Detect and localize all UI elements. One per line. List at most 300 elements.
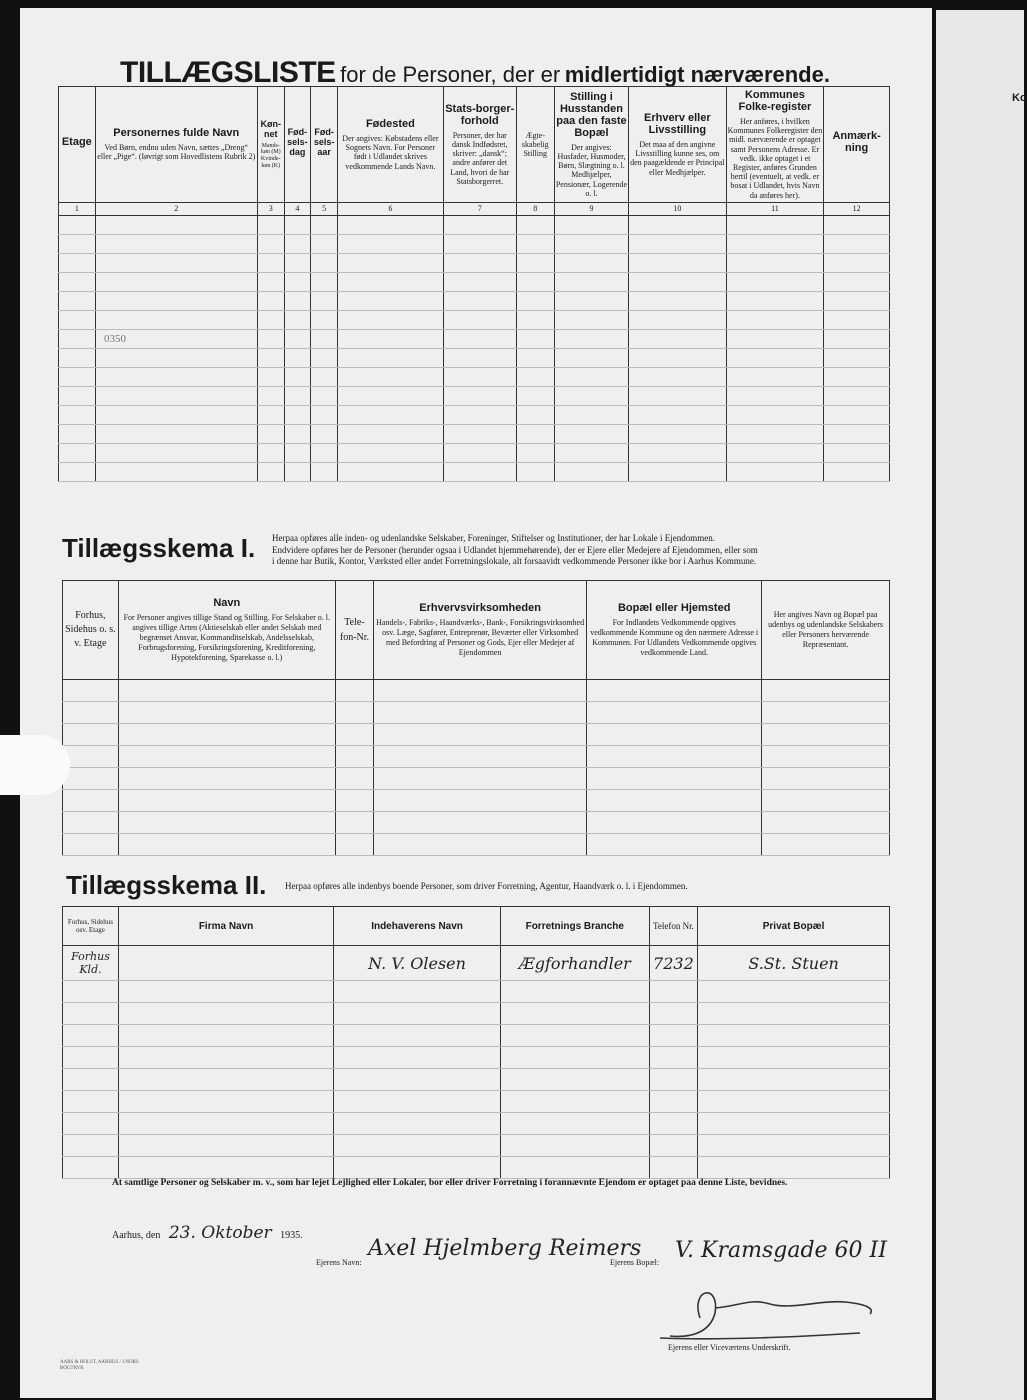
blank-cell <box>118 834 335 856</box>
blank-cell <box>824 386 890 405</box>
table-row <box>59 367 890 386</box>
blank-cell <box>649 1025 698 1047</box>
blank-cell <box>554 272 628 291</box>
blank-cell <box>824 348 890 367</box>
schema1-body <box>63 680 890 856</box>
blank-cell <box>59 367 96 386</box>
blank-cell <box>311 424 338 443</box>
schema1-desc: Herpaa opføres alle inden- og udenlandske Selskaber, Foreninger, Stiftelser og Institutioner, der har Lokale i Ejendommen. Endvidere opføres her de Personer (herunder ogsaa i Udlandet hjemmehørende), der er Ejere eller Medejere af Ejendommen, eller som i denne har Butik, Kontor, Værksted eller andet Forretningslokale, alt forsaavidt vedkommende Personer ikke bor i Aarhus Kommune. <box>272 533 758 567</box>
blank-cell <box>516 234 554 253</box>
blank-cell <box>500 1069 649 1091</box>
blank-cell <box>95 215 257 234</box>
blank-cell <box>374 702 587 724</box>
blank-cell <box>443 215 516 234</box>
blank-cell <box>824 443 890 462</box>
blank-cell <box>257 253 284 272</box>
blank-cell <box>284 310 311 329</box>
blank-cell <box>284 367 311 386</box>
blank-cell <box>118 1113 333 1135</box>
blank-cell <box>762 812 890 834</box>
blank-cell <box>311 367 338 386</box>
col-navn: Personernes fulde Navn Ved Børn, endnu uden Navn, sættes „Dreng“ eller „Pige“. (Iøvrigt som Hovedlistens Rubrik 2) <box>95 87 257 203</box>
blank-cell <box>284 424 311 443</box>
blank-cell <box>63 768 119 790</box>
s1-col-navn: Navn For Personer angives tillige Stand og Stilling. For Selskaber o. l. angives tillige Arten (Aktieselskab eller andet Selskab med begrænset Ansvar, Kommanditselskab, Andelsselskab, Forbrugsforening, Forsikringsforening, Kreditforening, Hypotekforening, Sparekasse o. l.) <box>118 581 335 680</box>
table-row <box>63 746 890 768</box>
blank-cell <box>516 348 554 367</box>
blank-cell <box>516 386 554 405</box>
blank-cell <box>63 981 119 1003</box>
entry-privat: S.St. Stuen <box>698 946 890 981</box>
blank-cell <box>59 348 96 367</box>
schema2-header-row <box>63 907 890 946</box>
blank-cell <box>257 462 284 481</box>
blank-cell <box>649 1157 698 1179</box>
s1-col-telefon: Tele-fon-Nr. <box>335 581 373 680</box>
schema2-title: Tillægsskema II. <box>66 870 267 900</box>
blank-cell <box>337 367 443 386</box>
attestation-text: At samtlige Personer og Selskaber m. v., som har lejet Lejlighed eller Lokaler, bor eller driver Forretning i forannævnte Ejendom er optaget paa denne Liste, bevidnes. <box>112 1178 788 1188</box>
signature-mark <box>630 1278 890 1348</box>
entry-telefon: 7232 <box>649 946 698 981</box>
blank-cell <box>629 348 727 367</box>
blank-cell <box>554 291 628 310</box>
blank-cell <box>629 386 727 405</box>
blank-cell <box>337 386 443 405</box>
blank-cell <box>118 1157 333 1179</box>
blank-cell <box>284 348 311 367</box>
blank-cell <box>629 443 727 462</box>
col-foedested: Fødested Der angives: Købstadens eller Sognets Navn. For Personer født i Udlandet skrives vedkommende Lands Navn. <box>337 87 443 203</box>
blank-cell <box>334 1047 501 1069</box>
s1-col-etage: Forhus, Sidehus o. s. v. Etage <box>63 581 119 680</box>
blank-cell <box>59 443 96 462</box>
col-erhverv: Erhverv eller Livsstilling Det maa af den angivne Livsstilling kunne ses, om den paagældende er Principal eller Medhjælper. <box>629 87 727 203</box>
blank-cell <box>587 834 762 856</box>
blank-cell <box>257 367 284 386</box>
owner-address-label: Ejerens Bopæl: <box>610 1258 660 1267</box>
blank-cell <box>374 680 587 702</box>
blank-cell <box>95 234 257 253</box>
blank-cell <box>824 215 890 234</box>
blank-cell <box>334 1113 501 1135</box>
table-row <box>63 1135 890 1157</box>
blank-cell <box>500 1025 649 1047</box>
blank-cell <box>334 1091 501 1113</box>
entry-firma <box>118 946 333 981</box>
blank-cell <box>118 790 335 812</box>
blank-cell <box>257 348 284 367</box>
blank-cell <box>698 1047 890 1069</box>
blank-cell <box>516 253 554 272</box>
blank-cell <box>500 1003 649 1025</box>
col-koen: Køn-net Mands-køn (M) Kvinde-køn (K) <box>257 87 284 203</box>
blank-cell <box>311 348 338 367</box>
blank-cell <box>337 253 443 272</box>
blank-cell <box>587 724 762 746</box>
table-row <box>59 215 890 234</box>
blank-cell <box>554 215 628 234</box>
entry-etage: Forhus Kld. <box>63 946 119 981</box>
table-row <box>63 724 890 746</box>
blank-cell <box>311 310 338 329</box>
blank-cell <box>63 834 119 856</box>
blank-cell <box>824 405 890 424</box>
blank-cell <box>629 234 727 253</box>
blank-cell <box>257 234 284 253</box>
blank-cell <box>500 981 649 1003</box>
schema1-header-row <box>63 581 890 680</box>
blank-cell <box>335 746 373 768</box>
blank-cell <box>726 291 824 310</box>
column-number-row: 1 2 3 4 5 6 7 8 9 10 11 12 <box>59 202 890 215</box>
blank-cell <box>516 462 554 481</box>
table-row <box>59 234 890 253</box>
blank-cell <box>554 234 628 253</box>
col-anmaerkning: Anmærk-ning <box>824 87 890 203</box>
blank-cell <box>629 405 727 424</box>
blank-cell <box>374 812 587 834</box>
form-page <box>20 8 932 1398</box>
blank-cell <box>311 462 338 481</box>
s2-col-indehaver: Indehaverens Navn <box>334 907 501 946</box>
blank-cell <box>284 234 311 253</box>
blank-cell <box>95 424 257 443</box>
blank-cell <box>500 1157 649 1179</box>
col-statsborger: Stats-borger-forhold Personer, der har dansk Indfødsret, skriver: „dansk“; andre anfører det Land, hvori de har Statsborgerret. <box>443 87 516 203</box>
blank-cell <box>63 746 119 768</box>
blank-cell <box>63 1003 119 1025</box>
blank-cell <box>63 1069 119 1091</box>
blank-cell <box>824 310 890 329</box>
blank-cell <box>726 386 824 405</box>
blank-cell <box>311 443 338 462</box>
blank-cell <box>726 443 824 462</box>
blank-cell <box>257 405 284 424</box>
blank-cell <box>63 1025 119 1047</box>
blank-cell <box>311 215 338 234</box>
date-handwritten: 23. Oktober <box>168 1223 272 1243</box>
schema2-desc: Herpaa opføres alle indenbys boende Personer, som driver Forretning, Agentur, Haandværk o. l. i Ejendommen. <box>285 881 688 891</box>
blank-cell <box>63 1113 119 1135</box>
blank-cell <box>257 215 284 234</box>
blank-cell <box>649 981 698 1003</box>
blank-cell <box>698 1113 890 1135</box>
blank-cell <box>443 310 516 329</box>
table-row <box>63 1047 890 1069</box>
blank-cell <box>95 348 257 367</box>
blank-cell <box>257 272 284 291</box>
table-row <box>63 1157 890 1179</box>
blank-cell <box>63 702 119 724</box>
blank-cell <box>824 291 890 310</box>
blank-cell <box>284 405 311 424</box>
table-row <box>63 1069 890 1091</box>
blank-cell <box>118 812 335 834</box>
blank-cell <box>95 253 257 272</box>
s1-col-erhverv: Erhvervsvirksomheden Handels-, Fabriks-, Haandværks-, Bank-, Forsikringsvirksomhed osv. Læge, Sagfører, Entreprenør, Beværter eller Virksomhed med Befordring af Personer og Gods, Ejer eller Medejer af Ejendommen <box>374 581 587 680</box>
s2-col-telefon: Telefon Nr. <box>649 907 698 946</box>
blank-cell <box>337 234 443 253</box>
table-row <box>59 405 890 424</box>
blank-cell <box>649 1135 698 1157</box>
blank-cell <box>337 291 443 310</box>
blank-cell <box>95 405 257 424</box>
blank-cell <box>629 253 727 272</box>
table-row <box>59 329 890 348</box>
blank-cell <box>284 291 311 310</box>
blank-cell <box>554 405 628 424</box>
blank-cell <box>762 746 890 768</box>
blank-cell <box>824 272 890 291</box>
table-row <box>63 834 890 856</box>
col-stilling: Stilling i Husstanden paa den faste Bopæl Der angives: Husfader, Husmoder, Børn, Slægtning o. l. Medhjælper, Pensionær, Logerende o. l. <box>554 87 628 203</box>
blank-cell <box>63 1135 119 1157</box>
blank-cell <box>59 329 96 348</box>
blank-cell <box>698 1025 890 1047</box>
blank-cell <box>587 680 762 702</box>
tillaegsliste-table <box>58 86 890 482</box>
blank-cell <box>284 329 311 348</box>
table-row <box>59 272 890 291</box>
schema2-body <box>63 981 890 1179</box>
schema2-entry-row <box>63 946 890 981</box>
blank-cell <box>726 424 824 443</box>
blank-cell <box>95 462 257 481</box>
blank-cell <box>698 1069 890 1091</box>
blank-cell <box>59 215 96 234</box>
blank-cell <box>554 462 628 481</box>
blank-cell <box>516 291 554 310</box>
blank-cell <box>118 702 335 724</box>
blank-cell <box>443 386 516 405</box>
blank-cell <box>335 680 373 702</box>
blank-cell <box>554 424 628 443</box>
table-row <box>63 1091 890 1113</box>
blank-cell <box>824 234 890 253</box>
col-aegteskab: Ægte-skabelig Stilling <box>516 87 554 203</box>
schema1-table <box>62 580 890 856</box>
blank-cell <box>335 702 373 724</box>
faint-stamp: 0350 <box>104 333 126 345</box>
blank-cell <box>698 1157 890 1179</box>
blank-cell <box>335 768 373 790</box>
blank-cell <box>726 348 824 367</box>
table-row <box>63 812 890 834</box>
blank-cell <box>726 405 824 424</box>
blank-cell <box>334 1025 501 1047</box>
blank-cell <box>334 1135 501 1157</box>
table-header-row <box>59 87 890 203</box>
blank-cell <box>587 768 762 790</box>
blank-cell <box>762 768 890 790</box>
blank-cell <box>726 329 824 348</box>
blank-cell <box>500 1091 649 1113</box>
blank-cell <box>374 834 587 856</box>
blank-cell <box>443 329 516 348</box>
blank-cell <box>698 981 890 1003</box>
blank-cell <box>824 367 890 386</box>
blank-cell <box>726 462 824 481</box>
blank-cell <box>63 1157 119 1179</box>
blank-cell <box>698 1091 890 1113</box>
blank-cell <box>118 724 335 746</box>
blank-cell <box>59 310 96 329</box>
blank-cell <box>649 1003 698 1025</box>
blank-cell <box>443 253 516 272</box>
owner-name-handwritten: Axel Hjelmberg Reimers <box>368 1236 642 1261</box>
blank-cell <box>95 386 257 405</box>
blank-cell <box>284 386 311 405</box>
blank-cell <box>762 680 890 702</box>
printer-imprint: AARS & HOLST, AARHUS / J.NORS BOGTRYK <box>60 1360 139 1371</box>
blank-cell <box>374 724 587 746</box>
blank-cell <box>118 746 335 768</box>
table-row <box>59 424 890 443</box>
table-row <box>59 291 890 310</box>
blank-cell <box>311 272 338 291</box>
blank-cell <box>59 405 96 424</box>
blank-cell <box>284 443 311 462</box>
blank-cell <box>311 291 338 310</box>
table-row <box>59 348 890 367</box>
blank-cell <box>59 234 96 253</box>
s2-col-branche: Forretnings Branche <box>500 907 649 946</box>
blank-cell <box>284 253 311 272</box>
blank-cell <box>762 790 890 812</box>
blank-cell <box>824 253 890 272</box>
blank-cell <box>337 443 443 462</box>
blank-cell <box>334 1003 501 1025</box>
blank-cell <box>118 1025 333 1047</box>
blank-cell <box>374 790 587 812</box>
blank-cell <box>63 790 119 812</box>
blank-cell <box>95 272 257 291</box>
col-etage: Etage <box>59 87 96 203</box>
main-title-big: TILLÆGSLISTE <box>120 56 336 89</box>
schema2-table <box>62 906 890 1179</box>
blank-cell <box>118 1135 333 1157</box>
blank-cell <box>629 215 727 234</box>
table-row <box>63 1003 890 1025</box>
blank-cell <box>443 348 516 367</box>
blank-cell <box>284 272 311 291</box>
blank-cell <box>374 768 587 790</box>
blank-cell <box>257 329 284 348</box>
blank-cell <box>311 234 338 253</box>
list-body <box>59 215 890 481</box>
owner-address-handwritten: V. Kramsgade 60 II <box>675 1238 887 1263</box>
date-line: Aarhus, den 23. Oktober 1935. <box>112 1223 303 1243</box>
schema1-title: Tillægsskema I. <box>62 533 256 563</box>
blank-cell <box>118 680 335 702</box>
blank-cell <box>762 702 890 724</box>
blank-cell <box>337 424 443 443</box>
blank-cell <box>335 790 373 812</box>
blank-cell <box>118 768 335 790</box>
blank-cell <box>63 1047 119 1069</box>
blank-cell <box>337 215 443 234</box>
blank-cell <box>257 291 284 310</box>
col-foedselsaar: Fød-sels-aar <box>311 87 338 203</box>
blank-cell <box>500 1047 649 1069</box>
index-tab <box>0 735 70 795</box>
blank-cell <box>629 272 727 291</box>
entry-branche: Ægforhandler <box>500 946 649 981</box>
blank-cell <box>59 253 96 272</box>
table-row <box>59 462 890 481</box>
table-row <box>63 790 890 812</box>
blank-cell <box>500 1113 649 1135</box>
table-row <box>63 680 890 702</box>
blank-cell <box>698 1135 890 1157</box>
blank-cell <box>311 329 338 348</box>
blank-cell <box>629 310 727 329</box>
blank-cell <box>629 367 727 386</box>
blank-cell <box>443 291 516 310</box>
blank-cell <box>726 253 824 272</box>
blank-cell <box>257 386 284 405</box>
s1-col-repraesentant: Her angives Navn og Bopæl paa udenbys og udenlandske Selskabers eller Personers herværende Repræsentant. <box>762 581 890 680</box>
entry-indehaver: N. V. Olesen <box>334 946 501 981</box>
blank-cell <box>443 234 516 253</box>
blank-cell <box>59 462 96 481</box>
blank-cell <box>726 367 824 386</box>
blank-cell <box>63 1091 119 1113</box>
blank-cell <box>443 405 516 424</box>
blank-cell <box>516 443 554 462</box>
blank-cell <box>587 790 762 812</box>
blank-cell <box>554 386 628 405</box>
blank-cell <box>443 367 516 386</box>
blank-cell <box>95 443 257 462</box>
blank-cell <box>334 1069 501 1091</box>
table-row <box>59 310 890 329</box>
blank-cell <box>374 746 587 768</box>
blank-cell <box>334 1157 501 1179</box>
s2-col-etage: Forhus, Sidehus osv. Etage <box>63 907 119 946</box>
blank-cell <box>118 1091 333 1113</box>
blank-cell <box>516 215 554 234</box>
next-page-edge <box>936 10 1027 1400</box>
blank-cell <box>649 1069 698 1091</box>
blank-cell <box>443 443 516 462</box>
blank-cell <box>554 348 628 367</box>
blank-cell <box>443 424 516 443</box>
main-title-rest: for de Personer, der er <box>340 62 561 87</box>
blank-cell <box>516 329 554 348</box>
col-folkeregister: Kommunes Folke-register Her anføres, i hvilken Kommunes Folkeregister den midl. nærværende er optaget samt Personens Adresse. Er vedk. ikke optaget i et Register, anføres Grunden hertil (eventuelt, at vedk. er bosat i Udlandet, hvis Navn da anføres her). <box>726 87 824 203</box>
blank-cell <box>95 310 257 329</box>
table-row <box>59 386 890 405</box>
blank-cell <box>629 462 727 481</box>
table-row <box>63 702 890 724</box>
s1-col-bopael: Bopæl eller Hjemsted For Indlandets Vedkommende opgives vedkommende Kommune og den nærmere Adresse i Kommunen. For Udlandets Vedkommende opgives vedkommende Land. <box>587 581 762 680</box>
blank-cell <box>311 253 338 272</box>
blank-cell <box>554 329 628 348</box>
blank-cell <box>824 424 890 443</box>
blank-cell <box>95 291 257 310</box>
signature-label: Ejerens eller Viceværtens Underskrift. <box>668 1343 791 1352</box>
blank-cell <box>59 272 96 291</box>
blank-cell <box>63 724 119 746</box>
blank-cell <box>95 367 257 386</box>
blank-cell <box>118 1003 333 1025</box>
blank-cell <box>587 702 762 724</box>
blank-cell <box>335 834 373 856</box>
blank-cell <box>334 981 501 1003</box>
blank-cell <box>337 329 443 348</box>
